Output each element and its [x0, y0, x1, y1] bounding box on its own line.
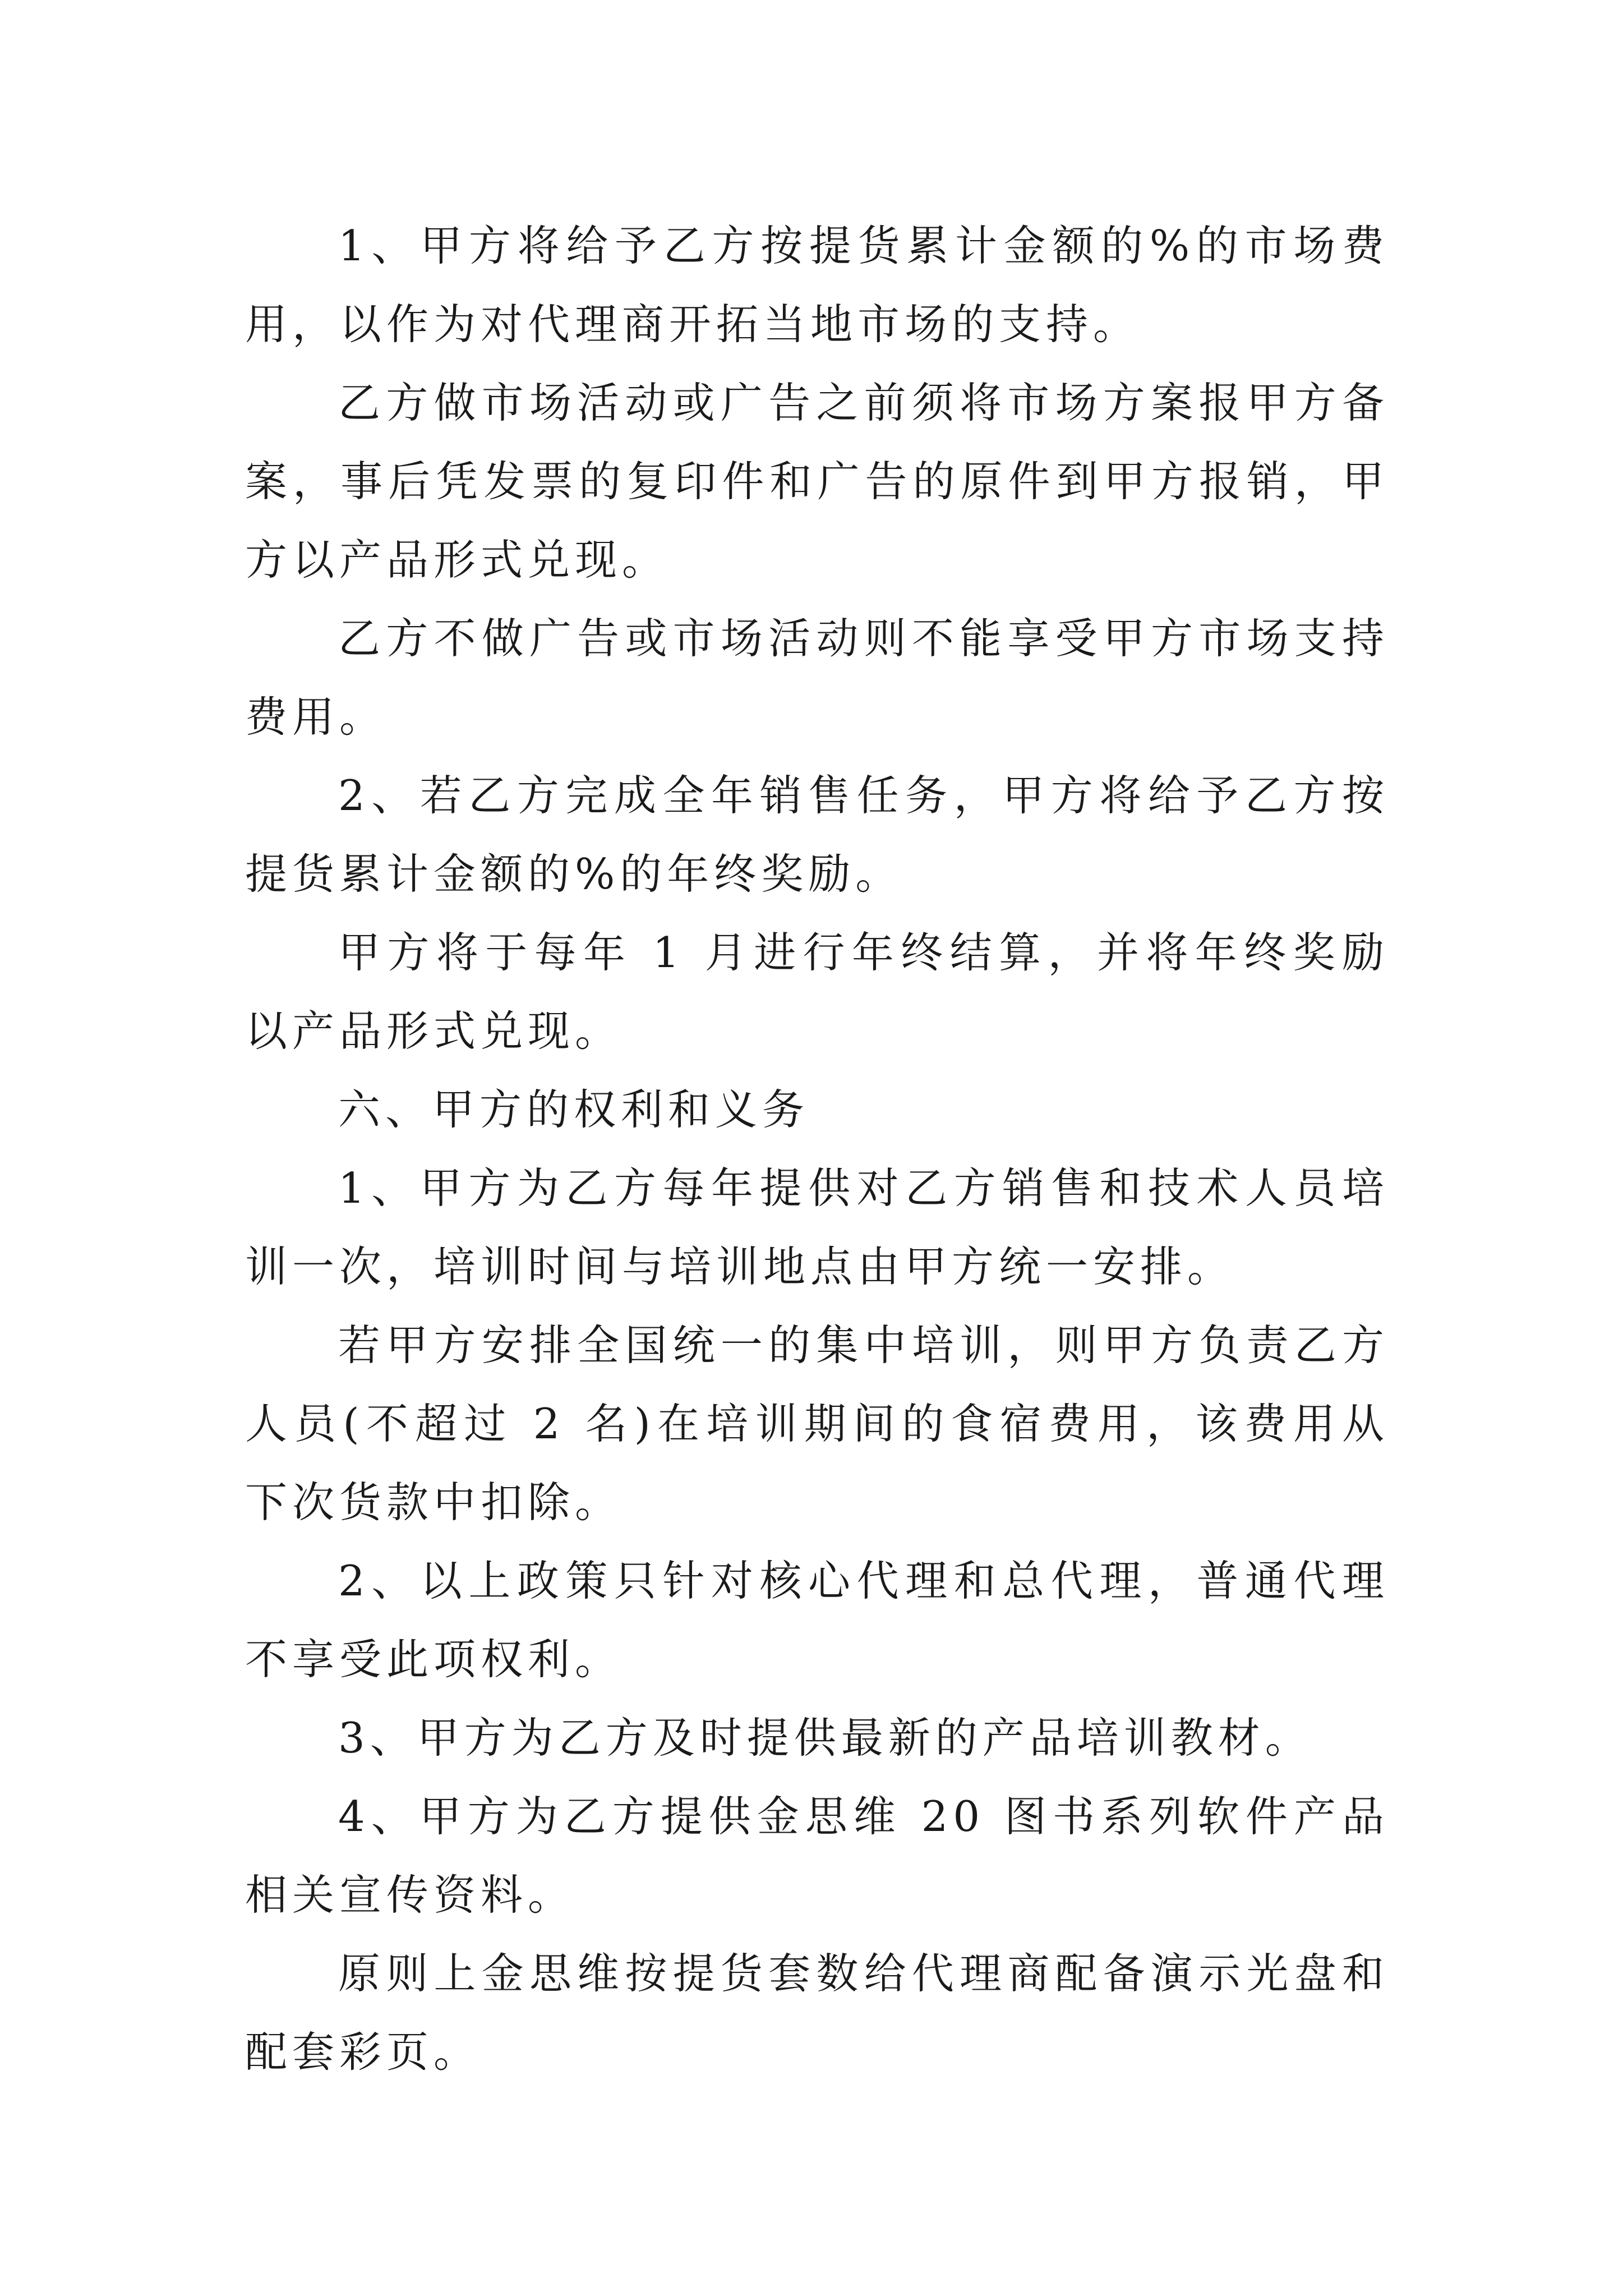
paragraph-market-plan-filing: 乙方做市场活动或广告之前须将市场方案报甲方备案，事后凭发票的复印件和广告的原件到甲方报销，甲方以产品形式兑现。 [245, 378, 1389, 585]
paragraph-training-materials: 3、甲方为乙方及时提供最新的产品培训教材。 [338, 1713, 1312, 1763]
paragraph-no-support: 乙方不做广告或市场活动则不能享受甲方市场支持费用。 [245, 614, 1389, 742]
section-heading-party-a-rights: 六、甲方的权利和义务 [338, 1085, 810, 1134]
paragraph-promo-materials: 4、甲方为乙方提供金思维 20 图书系列软件产品相关宣传资料。 [245, 1792, 1389, 1920]
document-body [245, 206, 1389, 2091]
paragraph-year-end-bonus: 2、若乙方完成全年销售任务，甲方将给予乙方按提货累计金额的%的年终奖励。 [245, 771, 1389, 899]
paragraph-market-fee: 1、甲方将给予乙方按提货累计金额的%的市场费用，以作为对代理商开拓当地市场的支持。 [245, 221, 1389, 349]
paragraph-policy-scope: 2、以上政策只针对核心代理和总代理，普通代理不享受此项权利。 [245, 1556, 1389, 1684]
paragraph-annual-training: 1、甲方为乙方每年提供对乙方销售和技术人员培训一次，培训时间与培训地点由甲方统一安排。 [245, 1163, 1389, 1291]
paragraph-year-end-settlement: 甲方将于每年 1 月进行年终结算，并将年终奖励以产品形式兑现。 [245, 928, 1389, 1056]
paragraph-centralized-training: 若甲方安排全国统一的集中培训，则甲方负责乙方人员(不超过 2 名)在培训期间的食宿费用，该费用从下次货款中扣除。 [245, 1320, 1389, 1527]
paragraph-demo-discs: 原则上金思维按提货套数给代理商配备演示光盘和配套彩页。 [245, 1949, 1389, 2077]
